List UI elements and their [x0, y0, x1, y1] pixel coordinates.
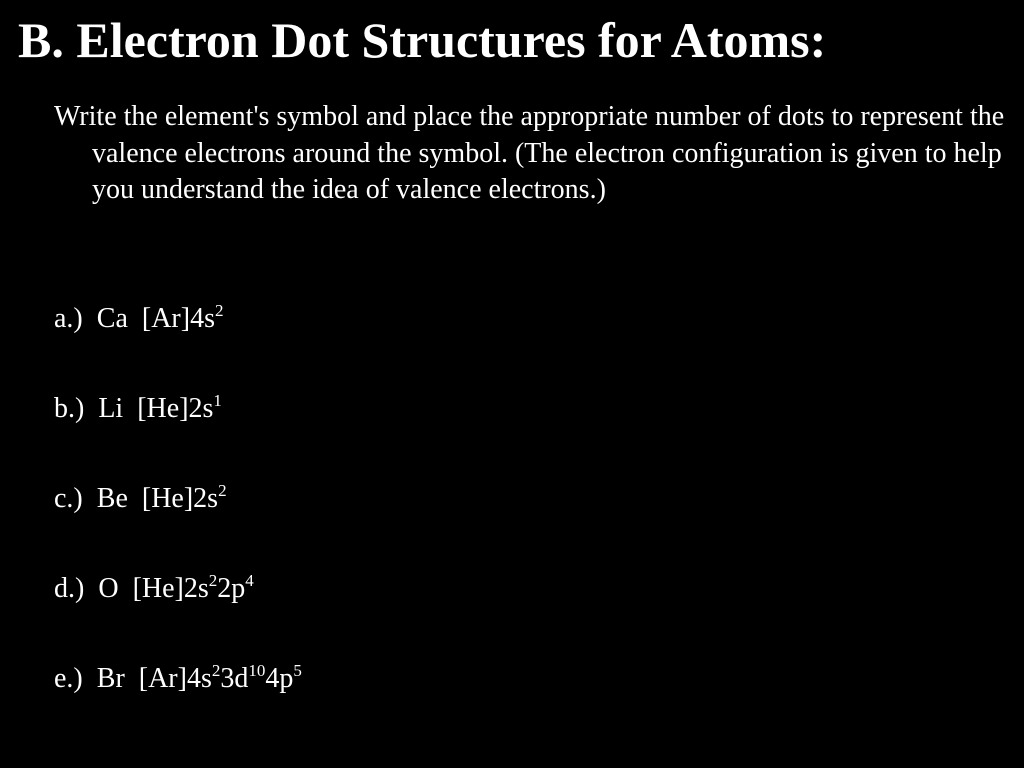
config-term: 3d: [220, 663, 249, 694]
item-label: c.): [54, 483, 83, 514]
list-item-a: [54, 301, 223, 337]
config-exponent: 10: [248, 661, 266, 680]
config-term: 2p: [217, 573, 246, 604]
config-term: [He]2s: [132, 573, 209, 604]
config-exponent: 2: [218, 481, 227, 500]
element-symbol: Be: [96, 483, 128, 514]
config-exponent: 1: [213, 391, 222, 410]
element-symbol: Br: [96, 663, 125, 694]
config-term: [Ar]4s: [141, 303, 215, 334]
element-symbol: Ca: [96, 303, 128, 334]
list-item-c: [54, 481, 227, 517]
electron-configuration: [142, 303, 224, 334]
config-term: [Ar]4s: [138, 663, 212, 694]
config-exponent: 5: [293, 661, 302, 680]
element-symbol: Li: [98, 393, 124, 424]
list-item-e: [54, 661, 302, 697]
electron-configuration: [137, 393, 222, 424]
config-term: 4p: [265, 663, 294, 694]
item-label: e.): [54, 663, 83, 694]
item-label: d.): [54, 573, 85, 604]
config-exponent: 2: [208, 571, 218, 590]
item-label: b.): [54, 393, 85, 424]
instructions-text: Write the element's symbol and place the appropriate number of dots to represent the valence electrons around the symbol. (The electron configuration is given to help you understand the idea of valence electrons.): [54, 101, 1005, 205]
config-exponent: 2: [211, 661, 221, 680]
list-item-d: [54, 571, 254, 607]
item-label: a.): [54, 303, 83, 334]
element-symbol: O: [98, 573, 119, 604]
config-exponent: 2: [214, 301, 224, 320]
config-term: [He]2s: [137, 393, 214, 424]
electron-configuration: [142, 483, 227, 514]
electron-configuration: [139, 663, 302, 694]
config-term: [He]2s: [141, 483, 219, 514]
list-item-b: [54, 391, 222, 427]
electron-configuration: [133, 573, 254, 604]
config-exponent: 4: [245, 571, 254, 590]
slide-title: B. Electron Dot Structures for Atoms:: [18, 12, 827, 68]
